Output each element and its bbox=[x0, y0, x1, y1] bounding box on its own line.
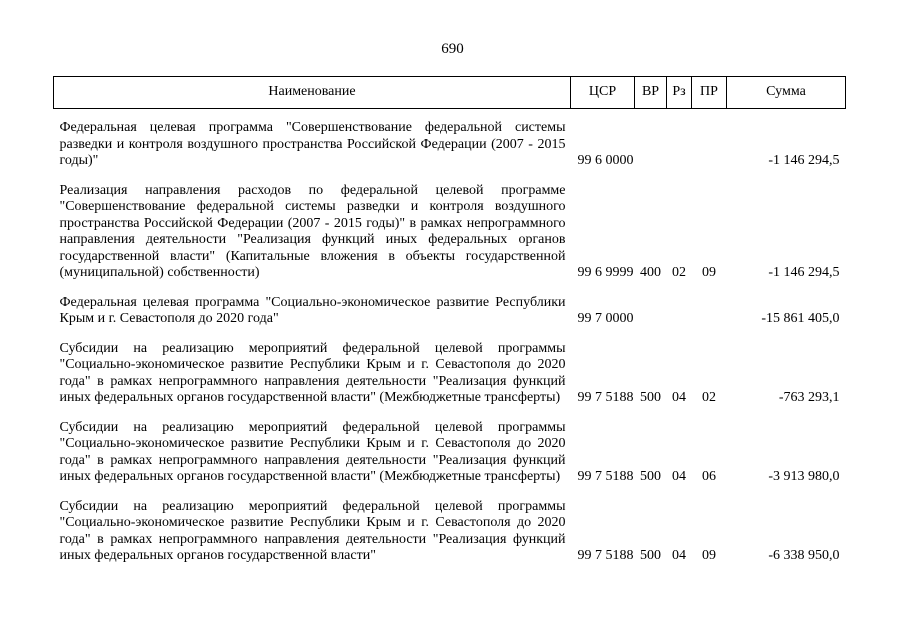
row-rz: 02 bbox=[672, 265, 686, 280]
row-name: Федеральная целевая программа "Совершенствование федеральной системы разведки и контроля воздушного пространства Российской Федерации (2007 - 2015 годы)" bbox=[59, 120, 566, 168]
row-name: Субсидии на реализацию мероприятий федеральной целевой программы "Социально-экономическое развитие Республики Крым и г. Севастополя до 2020 года" в рамках непрограммного направления деятельности "Реализация функций иных федеральных органов государственной власти" (Межбюджетные трансферты) bbox=[59, 340, 566, 405]
row-sum: -1 146 294,5 bbox=[768, 265, 840, 280]
row-pr: 09 bbox=[702, 548, 716, 563]
row-name: Федеральная целевая программа "Социально-экономическое развитие Республики Крым и г. Севастополя до 2020 года" bbox=[59, 294, 566, 326]
row-vr: 500 bbox=[640, 548, 661, 563]
row-name: Субсидии на реализацию мероприятий федеральной целевой программы "Социально-экономическое развитие Республики Крым и г. Севастополя до 2020 года" в рамках непрограммного направления деятельности "Реализация функций иных федеральных органов государственной власти" bbox=[59, 498, 566, 563]
table-row bbox=[54, 333, 846, 412]
row-rz: 04 bbox=[672, 390, 686, 405]
row-csr: 99 7 5188 bbox=[577, 469, 634, 484]
table-row bbox=[54, 412, 846, 491]
header-pr: ПР bbox=[692, 77, 727, 109]
row-csr: 99 7 5188 bbox=[577, 390, 634, 405]
row-name: Субсидии на реализацию мероприятий федеральной целевой программы "Социально-экономическое развитие Республики Крым и г. Севастополя до 2020 года" в рамках непрограммного направления деятельности "Реализация функций иных федеральных органов государственной власти" (Межбюджетные трансферты) bbox=[59, 419, 566, 484]
page-number: 690 bbox=[441, 41, 464, 57]
row-csr: 99 7 5188 bbox=[577, 548, 634, 563]
row-pr bbox=[692, 109, 727, 175]
row-sum: -6 338 950,0 bbox=[768, 548, 840, 563]
row-sum: -763 293,1 bbox=[778, 390, 840, 405]
row-pr: 09 bbox=[702, 265, 716, 280]
table-row bbox=[54, 491, 846, 570]
header-csr: ЦСР bbox=[571, 77, 635, 109]
row-sum: -1 146 294,5 bbox=[768, 153, 840, 168]
row-rz bbox=[667, 109, 692, 175]
table-header bbox=[54, 77, 846, 109]
header-vr: ВР bbox=[635, 77, 667, 109]
header-sum: Сумма bbox=[727, 77, 846, 109]
row-sum: -3 913 980,0 bbox=[768, 469, 840, 484]
row-vr bbox=[635, 109, 667, 175]
row-rz: 04 bbox=[672, 469, 686, 484]
row-vr: 500 bbox=[640, 469, 661, 484]
row-rz: 04 bbox=[672, 548, 686, 563]
row-vr bbox=[635, 287, 667, 333]
row-csr: 99 6 9999 bbox=[577, 265, 634, 280]
row-vr: 400 bbox=[640, 265, 661, 280]
budget-table bbox=[53, 76, 846, 570]
table-row bbox=[54, 175, 846, 287]
row-pr: 02 bbox=[702, 390, 716, 405]
row-pr: 06 bbox=[702, 469, 716, 484]
header-name: Наименование bbox=[54, 77, 571, 109]
row-csr: 99 7 0000 bbox=[577, 311, 634, 326]
row-pr bbox=[692, 287, 727, 333]
row-vr: 500 bbox=[640, 390, 661, 405]
row-sum: -15 861 405,0 bbox=[761, 311, 840, 326]
row-name: Реализация направления расходов по федеральной целевой программе "Совершенствование федеральной системы разведки и контроля воздушного пространства Российской Федерации (2007 - 2015 годы)" в рамках непрограммного направления деятельности "Реализация функций иных федеральных органов государственной власти" (Капитальные вложения в объекты государственной (муниципальной) собственности) bbox=[59, 182, 566, 280]
row-csr: 99 6 0000 bbox=[577, 153, 634, 168]
header-row bbox=[54, 77, 846, 109]
table-row bbox=[54, 287, 846, 333]
row-rz bbox=[667, 287, 692, 333]
table-row bbox=[54, 109, 846, 175]
header-rz: Рз bbox=[667, 77, 692, 109]
table-body bbox=[54, 109, 846, 570]
